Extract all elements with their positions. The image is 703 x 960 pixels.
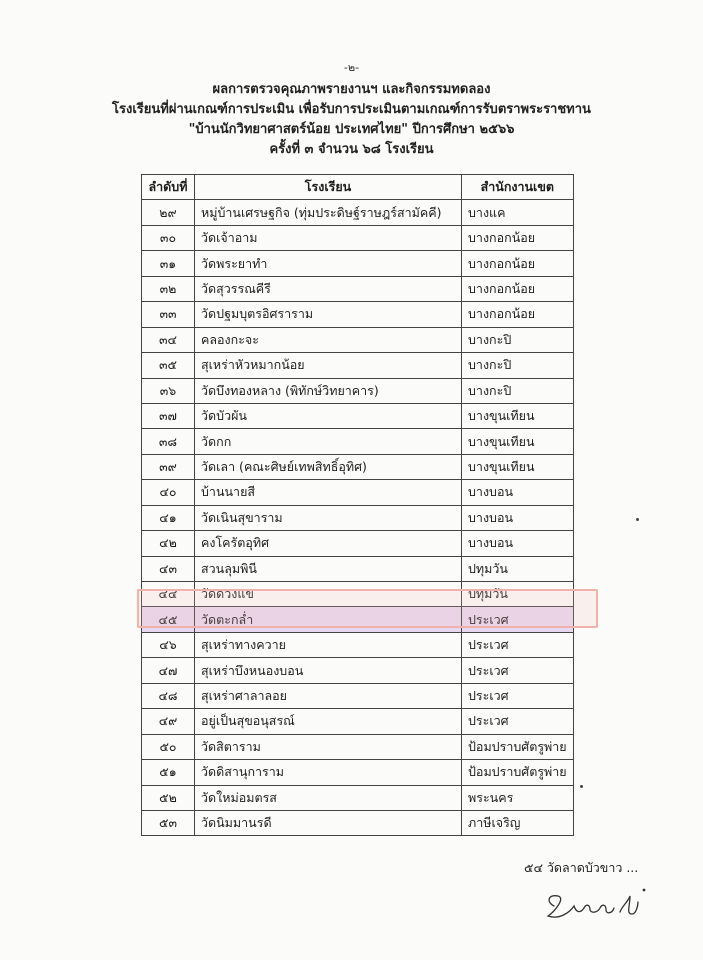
- table-row: [142, 302, 574, 327]
- school-name: คงโครัตอุทิศ: [195, 531, 462, 556]
- school-name: บ้านนายสี: [195, 480, 462, 505]
- district-office: บางบอน: [462, 480, 574, 505]
- scan-speck: [580, 785, 583, 788]
- district-office: บางกอกน้อย: [462, 251, 574, 276]
- heading-line-3: "บ้านนักวิทยาศาสตร์น้อย ประเทศไทย" ปีการศึกษา ๒๕๖๖: [188, 122, 515, 137]
- school-name: คลองกะจะ: [195, 327, 462, 352]
- header-no: ลำดับที่: [142, 175, 195, 200]
- table-row: [142, 403, 574, 428]
- school-name: วัดนิมมานรดี: [195, 810, 462, 835]
- school-name: สุเหร่าทางควาย: [195, 632, 462, 657]
- school-name: วัดปฐมบุตรอิศราราม: [195, 302, 462, 327]
- table-row: [142, 709, 574, 734]
- table-row: [142, 251, 574, 276]
- district-office: บางบอน: [462, 531, 574, 556]
- row-number: ๔๓: [142, 556, 195, 581]
- row-number: ๔๘: [142, 683, 195, 708]
- district-office: ประเวศ: [462, 658, 574, 683]
- district-office: ป้อมปราบศัตรูพ่าย: [462, 734, 574, 759]
- district-office: บางกอกน้อย: [462, 302, 574, 327]
- district-office: บางกะปิ: [462, 353, 574, 378]
- table-row: [142, 505, 574, 530]
- district-office: บางกะปิ: [462, 378, 574, 403]
- district-office: ประเวศ: [462, 632, 574, 657]
- school-name: สุเหร่าบึงหนองบอน: [195, 658, 462, 683]
- district-office: บางขุนเทียน: [462, 403, 574, 428]
- row-number: ๔๕: [142, 607, 195, 632]
- district-office: ประเวศ: [462, 607, 574, 632]
- table-row: [142, 480, 574, 505]
- school-name: สวนลุมพินี: [195, 556, 462, 581]
- school-name: วัดเลา (คณะศิษย์เทพสิทธิ์อุทิศ): [195, 454, 462, 479]
- row-number: ๒๙: [142, 200, 195, 225]
- table-row: [142, 810, 574, 835]
- row-number: ๓๗: [142, 403, 195, 428]
- district-office: ประเวศ: [462, 709, 574, 734]
- row-number: ๓๐: [142, 225, 195, 250]
- school-name: สุเหร่าหัวหมากน้อย: [195, 353, 462, 378]
- table-row: [142, 429, 574, 454]
- row-number: ๕๓: [142, 810, 195, 835]
- district-office: ปทุมวัน: [462, 582, 574, 607]
- table-row: [142, 734, 574, 759]
- row-number: ๓๒: [142, 276, 195, 301]
- table-row: [142, 632, 574, 657]
- row-number: ๔๙: [142, 709, 195, 734]
- school-name: วัดดิสานุการาม: [195, 760, 462, 785]
- school-name: วัดเจ้าอาม: [195, 225, 462, 250]
- table-row: [142, 531, 574, 556]
- district-office: บางแค: [462, 200, 574, 225]
- school-name: อยู่เป็นสุขอนุสรณ์: [195, 709, 462, 734]
- table-row: [142, 276, 574, 301]
- district-office: ป้อมปราบศัตรูพ่าย: [462, 760, 574, 785]
- table-row: [142, 200, 574, 225]
- school-name: สุเหร่าศาลาลอย: [195, 683, 462, 708]
- table-row: [142, 327, 574, 352]
- school-name: วัดบึงทองหลาง (พิทักษ์วิทยาคาร): [195, 378, 462, 403]
- district-office: บางขุนเทียน: [462, 454, 574, 479]
- table-header-row: [142, 175, 574, 200]
- row-number: ๔๒: [142, 531, 195, 556]
- document-heading: [60, 80, 643, 160]
- district-office: พระนคร: [462, 785, 574, 810]
- row-number: ๕๑: [142, 760, 195, 785]
- school-name: วัดพระยาทำ: [195, 251, 462, 276]
- row-number: ๓๘: [142, 429, 195, 454]
- heading-line-2: โรงเรียนที่ผ่านเกณฑ์การประเมิน เพื่อรับการประเมินตามเกณฑ์การรับตราพระราชทาน: [112, 102, 591, 117]
- school-name: วัดดวงแข: [195, 582, 462, 607]
- row-number: ๓๑: [142, 251, 195, 276]
- school-name: วัดเนินสุขาราม: [195, 505, 462, 530]
- district-office: ปทุมวัน: [462, 556, 574, 581]
- table-row: [142, 658, 574, 683]
- highlight-box: [137, 589, 598, 628]
- table-row: [142, 454, 574, 479]
- table-row: [142, 785, 574, 810]
- row-number: ๔๖: [142, 632, 195, 657]
- row-number: ๓๖: [142, 378, 195, 403]
- school-name: หมู่บ้านเศรษฐกิจ (ทุ่มประดิษฐ์ราษฎร์สามัคคี): [195, 200, 462, 225]
- row-number: ๓๓: [142, 302, 195, 327]
- row-number: ๕๒: [142, 785, 195, 810]
- heading-line-1: ผลการตรวจคุณภาพรายงานฯ และกิจกรรมทดลอง: [212, 82, 491, 97]
- school-name: วัดตะกล่ำ: [195, 607, 462, 632]
- row-number: ๕๐: [142, 734, 195, 759]
- district-office: ประเวศ: [462, 683, 574, 708]
- page-number: -๒-: [343, 61, 360, 74]
- district-office: บางบอน: [462, 505, 574, 530]
- table-row: [142, 225, 574, 250]
- header-office: สำนักงานเขต: [462, 175, 574, 200]
- table-row: [142, 760, 574, 785]
- school-name: วัดกก: [195, 429, 462, 454]
- heading-line-4: ครั้งที่ ๓ จำนวน ๖๘ โรงเรียน: [269, 142, 434, 157]
- district-office: ภาษีเจริญ: [462, 810, 574, 835]
- district-office: บางกอกน้อย: [462, 225, 574, 250]
- district-office: บางขุนเทียน: [462, 429, 574, 454]
- table-row: [142, 556, 574, 581]
- school-name: วัดสุวรรณคีรี: [195, 276, 462, 301]
- row-number: ๔๗: [142, 658, 195, 683]
- school-name: วัดใหม่อมตรส: [195, 785, 462, 810]
- district-office: บางกะปิ: [462, 327, 574, 352]
- row-number: ๓๔: [142, 327, 195, 352]
- schools-table: [141, 174, 574, 836]
- school-name: วัดสิตาราม: [195, 734, 462, 759]
- row-number: ๓๙: [142, 454, 195, 479]
- signature: [540, 882, 650, 926]
- table-row: [142, 353, 574, 378]
- row-number: ๔๔: [142, 582, 195, 607]
- scan-speck: [636, 518, 639, 521]
- continuation-note: ๕๔ วัดลาดบัวขาว ...: [524, 860, 639, 875]
- district-office: บางกอกน้อย: [462, 276, 574, 301]
- row-number: ๔๐: [142, 480, 195, 505]
- row-number: ๓๕: [142, 353, 195, 378]
- header-school: โรงเรียน: [195, 175, 462, 200]
- table-row: [142, 378, 574, 403]
- table-row: [142, 683, 574, 708]
- row-number: ๔๑: [142, 505, 195, 530]
- school-name: วัดบัวผัน: [195, 403, 462, 428]
